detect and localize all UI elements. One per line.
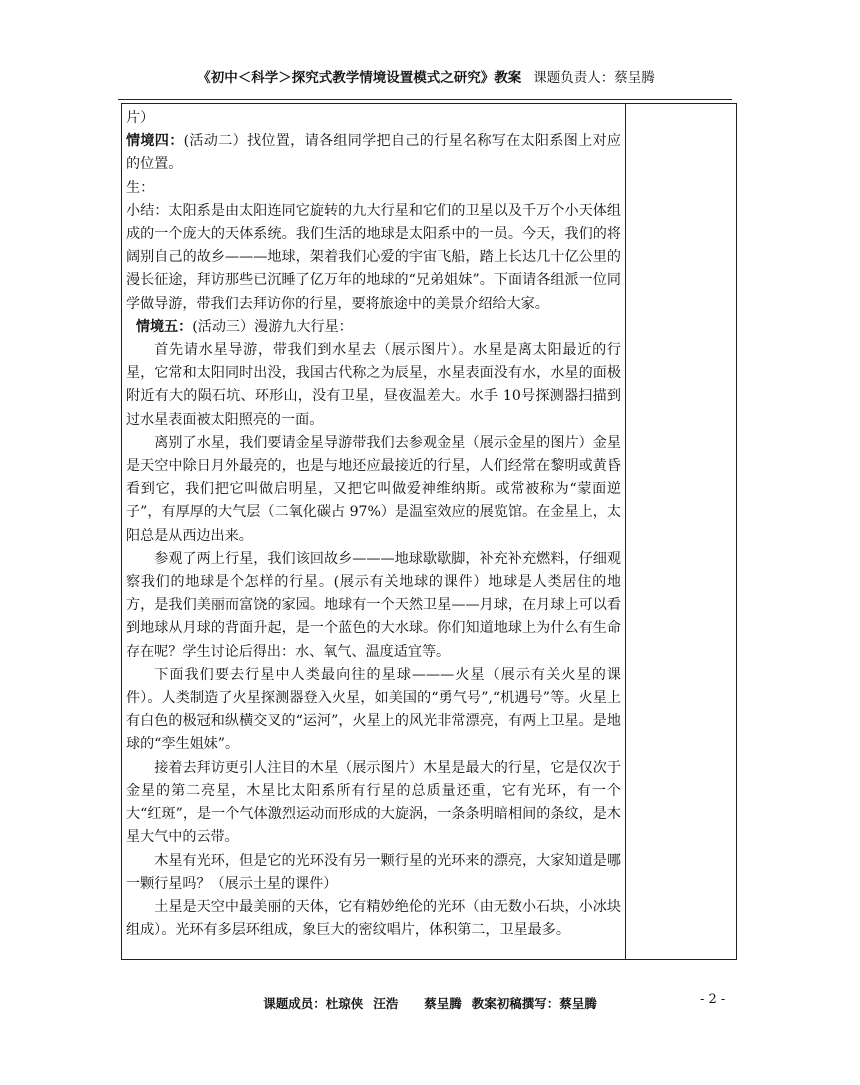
page-number: - 2 -	[700, 992, 726, 1007]
situation-5-text: (活动三）漫游九大行星：	[192, 318, 353, 335]
page-header	[120, 66, 732, 86]
project-members-label: 课题成员：杜琼侠	[263, 996, 364, 1011]
paragraph-earth: 参观了两上行星，我们该回故乡———地球歇歇脚，补充补充燃料，仔细观察我们的地球是个怎样的行星。(展示有关地球的课件）地球是人类居住的地方，是我们美丽而富饶的家园。地球有一个天然卫星——月球，在月球上可以看到地球从月球的背面升起，是一个蓝色的大水球。你们知道地球上为什么有生命存在呢？学生讨论后得出：水、氧气、温度适宜等。	[126, 550, 621, 660]
project-member-2: 汪浩	[373, 996, 399, 1011]
paragraph-jupiter: 接着去拜访更引人注目的木星（展示图片）木星是最大的行星，它是仅次于金星的第二亮星，木星比太阳系所有行星的总质量还重，它有光环，有一个大“红斑”，是一个气体激烈运动而形成的大旋涡，一条条明暗相间的条纹，是木星大气中的云带。	[126, 759, 621, 846]
draft-author: 教案初稿撰写：蔡呈腾	[471, 996, 597, 1011]
paragraph-continuation: 片）	[126, 110, 155, 126]
column-divider	[625, 104, 626, 959]
paragraph-jupiter-rings: 木星有光环，但是它的光环没有另一颗行星的光环来的漂亮，大家知道是哪一颗行星吗？（展示土星的课件）	[126, 852, 621, 892]
lesson-table	[121, 103, 737, 960]
project-member-3: 蔡呈腾	[424, 996, 462, 1011]
situation-4-text: (活动二）找位置，请各组同学把自己的行星名称写在太阳系图上对应的位置。	[126, 133, 622, 173]
paragraph-situation-4	[126, 130, 621, 176]
paragraph-summary: 小结：太阳系是由太阳连同它旋转的九大行星和它们的卫星以及千万个小天体组成的一个庞大的天体系统。我们生活的地球是太阳系中的一员。今天，我们的将阔别自己的故乡———地球，架着我们心爱的宇宙飞船，踏上长达几十亿公里的漫长征途，拜访那些已沉睡了亿万年的地球的“兄弟姐妹”。下面请各组派一位同学做导游，带我们去拜访你的行星，要将旅途中的美景介绍给大家。	[126, 202, 621, 312]
project-responsible: 课题负责人：蔡呈腾	[533, 70, 655, 86]
situation-4-label: 情境四：	[126, 133, 184, 150]
page-footer	[0, 994, 860, 1012]
paragraph-mars: 下面我们要去行星中人类最向往的星球———火星（展示有关火星的课件）。人类制造了火星探测器登入火星，如美国的“勇气号”,“机遇号”等。火星上有白色的极冠和纵横交叉的“运河”，火星上的风光非常漂亮，有两上卫星。是地球的“孪生姐妹”。	[126, 666, 621, 753]
situation-5-label: 情境五：	[135, 318, 193, 335]
lesson-content-cell	[122, 104, 625, 942]
paragraph-student: 生：	[126, 179, 155, 196]
paragraph-venus: 离别了水星，我们要请金星导游带我们去参观金星（展示金星的图片）金星是天空中除日月外最亮的，也是与地还应最接近的行星，人们经常在黎明或黄昏看到它，我们把它叫做启明星，又把它叫做爱神维纳斯。或常被称为“蒙面逆子”，有厚厚的大气层（二氧化碳占 97%）是温室效应的展览馆。在金星上，太阳总是从西边出来。	[126, 434, 621, 544]
document-title: 《初中＜科学＞探究式教学情境设置模式之研究》教案	[197, 70, 522, 86]
paragraph-saturn: 土星是天空中最美丽的天体，它有精妙绝伦的光环（由无数小石块，小冰块组成）。光环有多层环组成，象巨大的密纹唱片，体积第二，卫星最多。	[126, 898, 621, 939]
paragraph-situation-5	[126, 316, 621, 339]
header-rule	[118, 99, 732, 100]
paragraph-mercury: 首先请水星导游，带我们到水星去（展示图片）。水星是离太阳最近的行星，它常和太阳同时出没，我国古代称之为辰星，水星表面没有水，水星的面极附近有大的陨石坑、环形山，没有卫星，昼夜温差大。水手 10号探测器扫描到过水星表面被太阳照亮的一面。	[126, 342, 621, 428]
